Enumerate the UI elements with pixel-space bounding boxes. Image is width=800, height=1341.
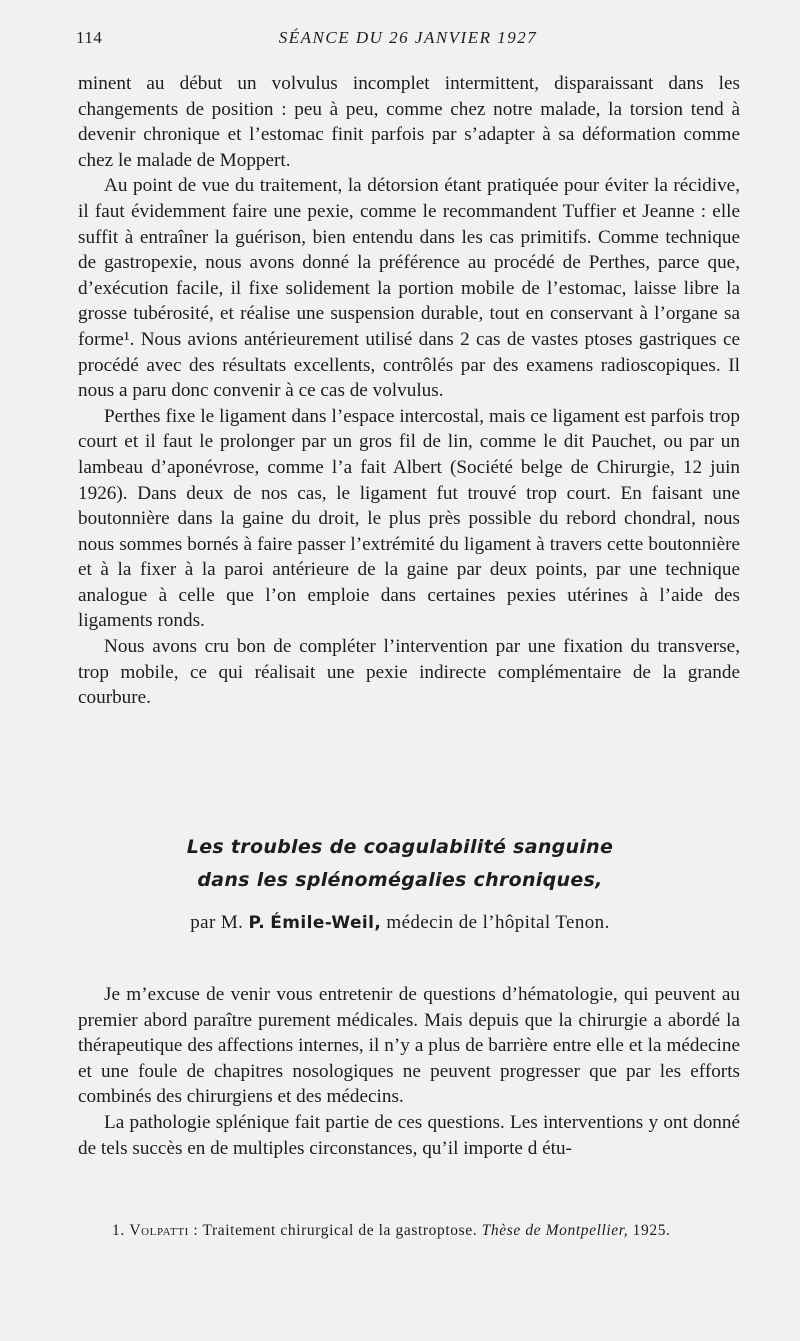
footnote-number: 1. bbox=[112, 1222, 125, 1239]
article-title-line: Les troubles de coagulabilité sanguine bbox=[186, 836, 614, 858]
paragraph: Je m’excuse de venir vous entretenir de questions d’hématologie, qui peuvent au premier abord paraître purement médicales. Mais depuis que la chirurgie a abordé la thérapeutique des affections internes, il n’y a plus de barrière entre elle et la médecine et une foule de chapitres nosologiques ne peuvent progresser que par les efforts combinés des chirurgiens et des médecins. bbox=[78, 984, 740, 1108]
article-title bbox=[60, 831, 740, 897]
footnote-journal: Thèse de Montpellier, bbox=[481, 1222, 629, 1239]
body-text-bottom bbox=[78, 982, 740, 1161]
footnote bbox=[112, 1222, 752, 1240]
footnote-year: 1925. bbox=[632, 1222, 671, 1239]
paragraph: La pathologie splénique fait partie de ces questions. Les interventions y ont donné de tels succès en de multiples circonstances, qu’il importe d étu- bbox=[78, 1111, 740, 1159]
footnote-text: Traitement chirurgical de la gastroptose. bbox=[202, 1222, 478, 1239]
byline-initial: P. bbox=[248, 913, 266, 933]
byline-suffix: médecin de l’hôpital Tenon. bbox=[386, 912, 610, 933]
byline-prefix: par M. bbox=[190, 912, 244, 933]
byline-author: Émile-Weil, bbox=[270, 913, 382, 933]
footnote-author: Volpatti : bbox=[129, 1222, 199, 1239]
paragraph: Au point de vue du traitement, la détorsion étant pratiquée pour éviter la récidive, il faut évidemment faire une pexie, comme le recommandent Tuffier et Jeanne : elle suffit à entraîner la guérison, bien entendu dans les cas primitifs. Comme technique de gastropexie, nous avons donné la préférence au procédé de Perthes, parce que, d’exécution facile, il fixe solidement la portion mobile de l’estomac, laisse libre la grosse tubérosité, et réalise une suspension durable, tout en conservant à l’organe sa forme¹. Nous avions antérieurement utilisé dans 2 cas de vastes ptoses gastriques ce procédé avec des résultats excellents, contrôlés par des examens radioscopiques. Il nous a paru donc convenir à ce cas de volvulus. bbox=[78, 175, 740, 402]
running-header bbox=[76, 28, 740, 52]
paragraph: minent au début un volvulus incomplet intermittent, disparaissant dans les changements de position : peu à peu, comme chez notre malade, la torsion tend à devenir chronique et l’estomac finit parfois par s’adapter à sa déformation comme chez le malade de Moppert. bbox=[78, 73, 740, 171]
body-text-top bbox=[78, 71, 740, 711]
paragraph: Nous avons cru bon de compléter l’intervention par une fixation du transverse, trop mobile, ce qui réalisait une pexie indirecte complémentaire de la grande courbure. bbox=[78, 636, 740, 709]
article-title-line: dans les splénomégalies chroniques, bbox=[197, 869, 603, 891]
byline bbox=[60, 912, 740, 934]
page-number: 114 bbox=[76, 28, 103, 47]
running-title: SÉANCE DU 26 JANVIER 1927 bbox=[278, 28, 538, 47]
paragraph: Perthes fixe le ligament dans l’espace intercostal, mais ce ligament est parfois trop court et il faut le prolonger par un gros fil de lin, comme le dit Pauchet, ou par un lambeau d’aponévrose, comme l’a fait Albert (Société belge de Chirurgie, 12 juin 1926). Dans deux de nos cas, le ligament fut trouvé trop court. En faisant une boutonnière dans la gaine du droit, le plus près possible du rebord chondral, nous nous sommes bornés à faire passer l’extrémité du ligament à travers cette boutonnière et à la fixer à la paroi antérieure de la gaine par deux points, par une technique analogue à celle que l’on emploie dans certaines pexies utérines à l’aide des ligaments ronds. bbox=[78, 405, 740, 632]
